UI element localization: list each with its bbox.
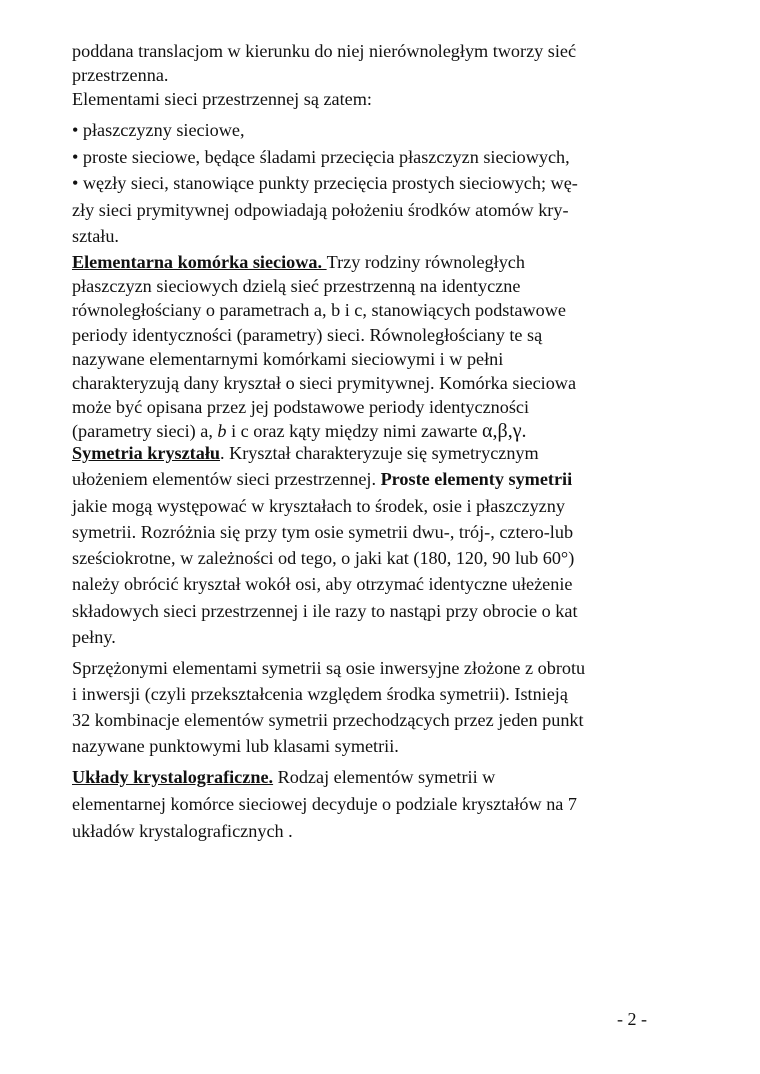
text-run: Rodzaj elementów symetrii w: [273, 767, 496, 787]
text-run: . Kryształ charakteryzuje się symetrycznym: [220, 443, 539, 463]
text-line: periody identyczności (parametry) sieci. Równoległościany te są: [72, 324, 543, 345]
text-line: elementarnej komórce sieciowej decyduje o podziale kryształów na 7: [72, 794, 578, 814]
text-line: płaszczyzn sieciowych dzielą sieć przestrzenną na identyczne: [72, 276, 521, 297]
coupled-paragraph: [72, 655, 672, 759]
text-line: składowych sieci przestrzennej i ile razy to nastąpi przy obrocie o kat: [72, 600, 578, 621]
text-line: przestrzenna.: [72, 65, 169, 85]
text-line: i inwersji (czyli przekształcenia względem środka symetrii). Istnieją: [72, 684, 568, 704]
text-line: nazywane elementarnymi komórkami sieciowymi i w pełni: [72, 348, 504, 369]
list-item: • płaszczyzny sieciowe,: [72, 120, 245, 140]
text-line: układów krystalograficznych .: [72, 821, 293, 841]
greek-angles: α,β,γ.: [482, 420, 527, 443]
text-line: poddana translacjom w kierunku do niej nierównoległym tworzy sieć: [72, 41, 577, 61]
text-run: ułożeniem elementów sieci przestrzennej.: [72, 469, 381, 490]
cell-paragraph: [72, 250, 672, 444]
list-item: • węzły sieci, stanowiące punkty przecięcia prostych sieciowych; wę-: [72, 173, 578, 193]
bullet-list: [72, 117, 672, 250]
text-run: (parametry sieci) a,: [72, 421, 218, 442]
symmetry-paragraph: [72, 440, 672, 650]
text-line: sześciokrotne, w zależności od tego, o jaki kat (180, 120, 90 lub 60°): [72, 548, 575, 569]
section-heading-cell: Elementarna komórka sieciowa.: [72, 252, 327, 272]
text-line: 32 kombinacje elementów symetrii przechodzących przez jeden punkt: [72, 710, 584, 730]
text-line: równoległościany o parametrach a, b i c, stanowiących podstawowe: [72, 300, 566, 321]
text-line: nazywane punktowymi lub klasami symetrii.: [72, 736, 399, 756]
text-line: należy obrócić kryształ wokół osi, aby otrzymać identyczne ułeżenie: [72, 574, 573, 595]
page-number: - 2 -: [617, 1009, 647, 1029]
systems-paragraph: [72, 764, 672, 845]
text-line: Elementami sieci przestrzennej są zatem:: [72, 89, 372, 109]
italic-b: b: [217, 421, 227, 442]
text-line: może być opisana przez jej podstawowe periody identyczności: [72, 397, 530, 418]
text-line: jakie mogą występować w kryształach to środek, osie i płaszczyzny: [72, 495, 565, 516]
text-line: symetrii. Rozróżnia się przy tym osie symetrii dwu-, trój-, cztero-lub: [72, 521, 574, 542]
section-heading-systems: Układy krystalograficzne.: [72, 767, 274, 787]
list-item: • proste sieciowe, będące śladami przecięcia płaszczyzn sieciowych,: [72, 146, 570, 167]
text-run: i c oraz kąty między nimi zawarte: [226, 421, 483, 442]
list-item-continuation: ształu.: [72, 226, 119, 246]
list-item-continuation: zły sieci prymitywnej odpowiadają położeniu środków atomów kry-: [72, 199, 569, 220]
bold-term: Proste elementy symetrii: [380, 469, 573, 490]
intro-paragraph: [72, 39, 672, 111]
text-line: Sprzężonymi elementami symetrii są osie inwersyjne złożone z obrotu: [72, 658, 586, 678]
text-line: charakteryzują dany kryształ o sieci prymitywnej. Komórka sieciowa: [72, 373, 577, 394]
text-line: pełny.: [72, 627, 116, 648]
text-run: Trzy rodziny równoległych: [326, 252, 525, 272]
section-heading-symmetry: Symetria kryształu: [72, 443, 221, 463]
